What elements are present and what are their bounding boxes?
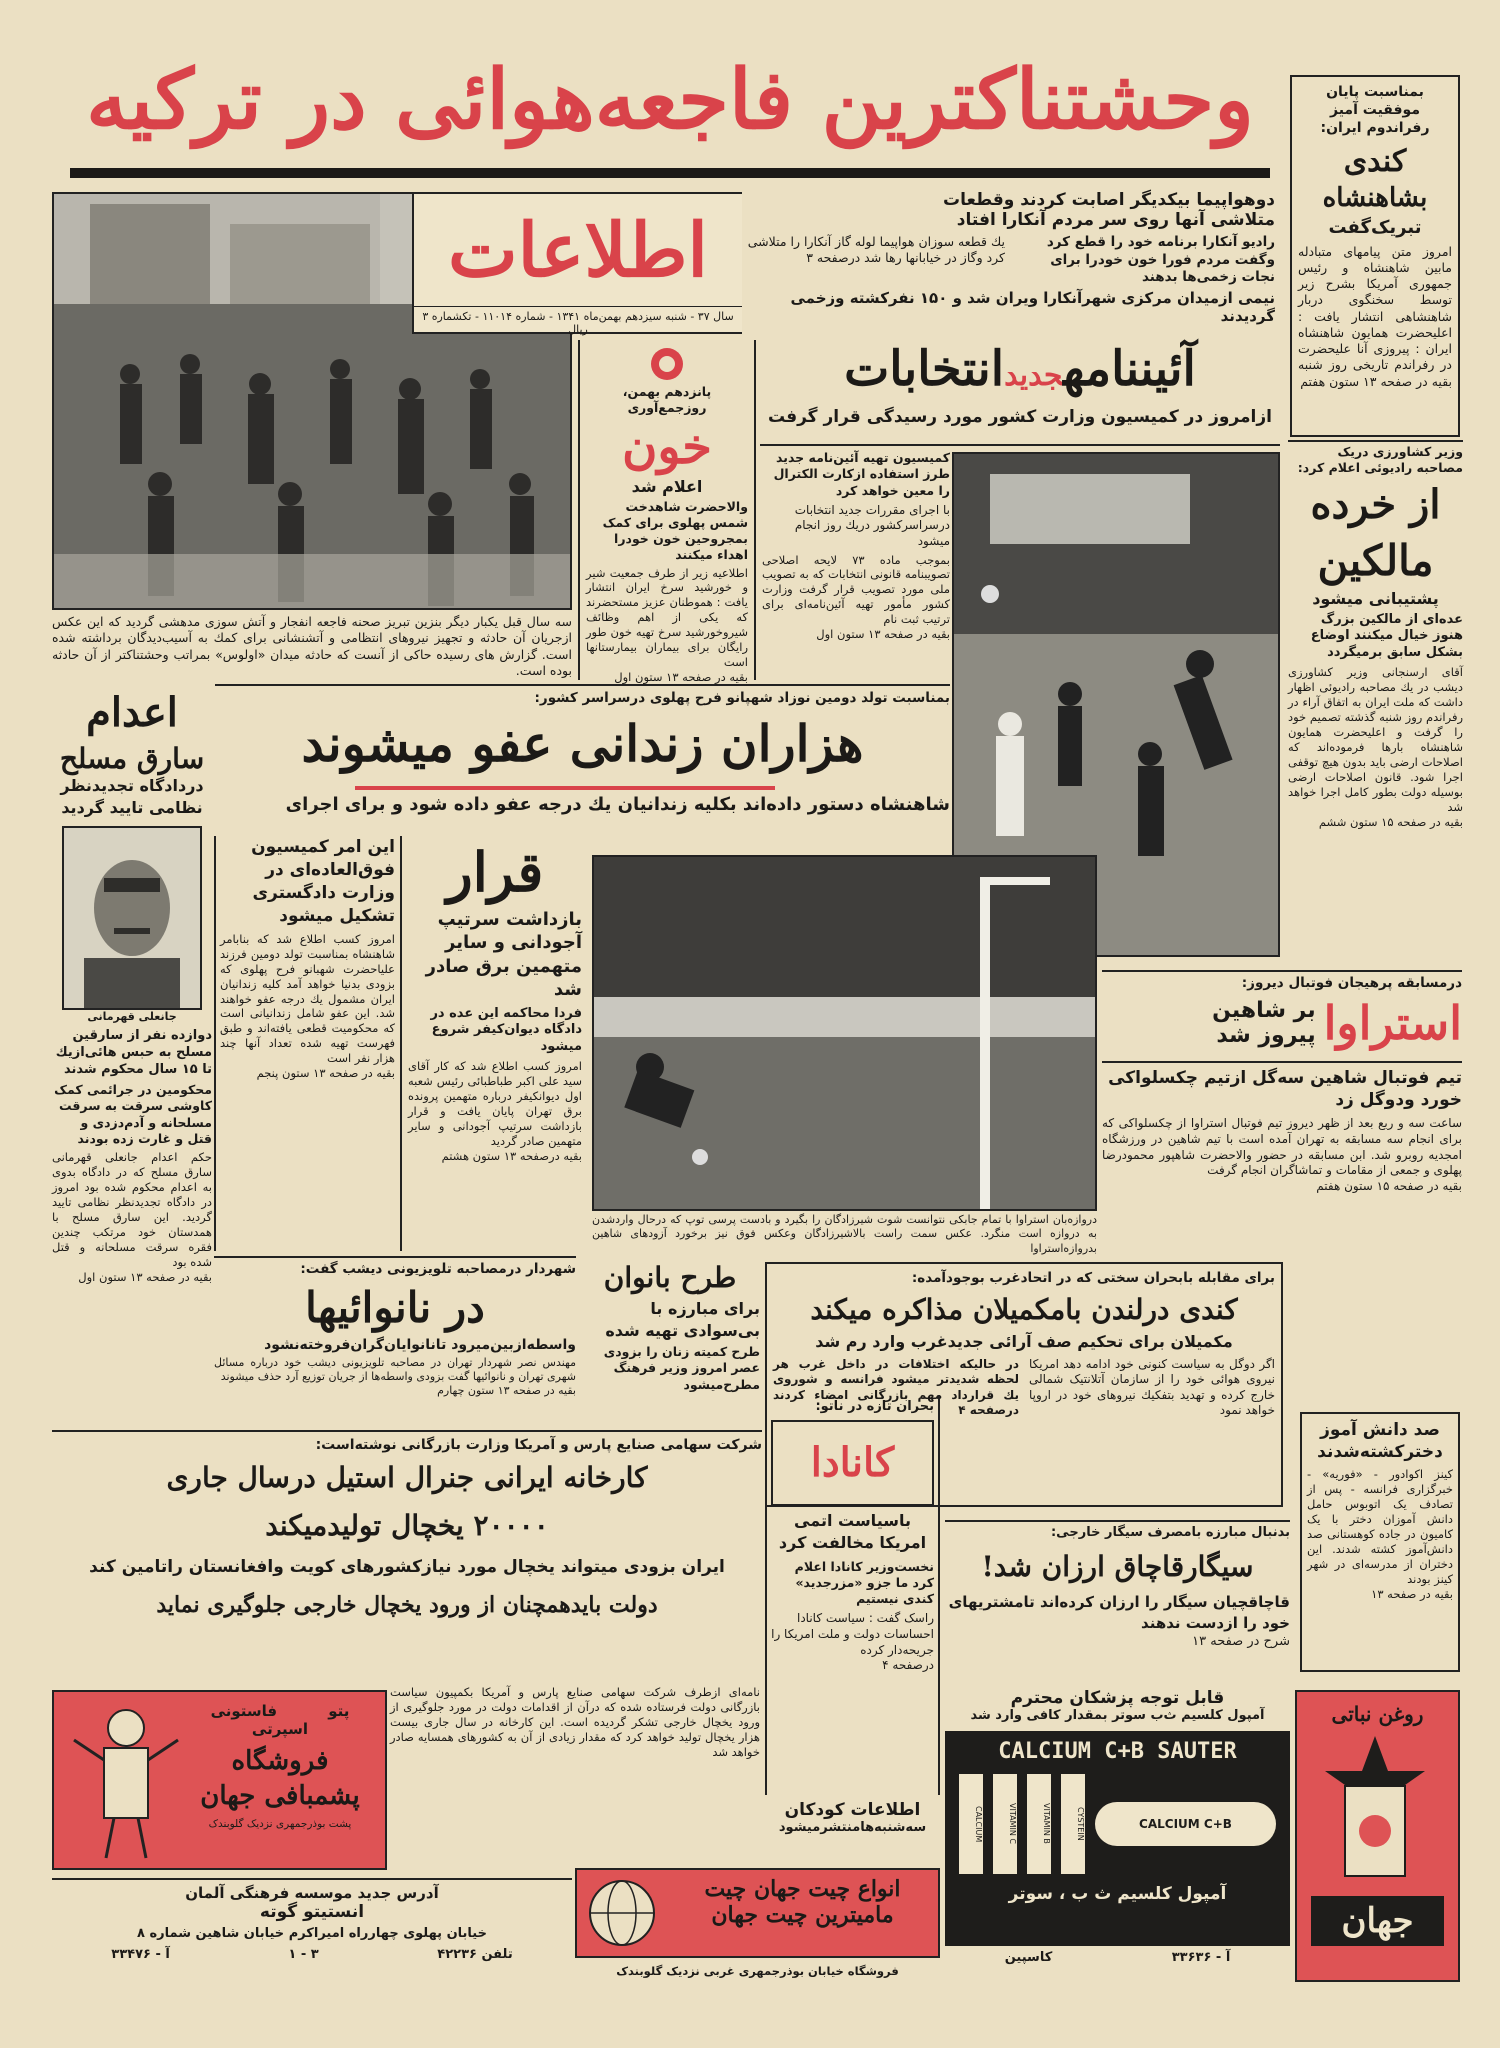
kennedy-title-1: کندی	[1343, 143, 1407, 179]
agriculture-kicker: وزیر کشاورزی دریک مصاحبه رادیوئی اعلام کرد:	[1297, 444, 1463, 476]
ad-wool-name: فروشگاه پشمبافی جهان	[200, 1746, 360, 1812]
canada-title: کانادا	[771, 1420, 934, 1506]
canada-kicker: بحران تازه در ناتو:	[815, 1399, 934, 1414]
ad-goethe-code-2: آ - ۳۳۴۷۶	[111, 1946, 170, 1962]
blood-continued: بقیه در صفحه ۱۳ ستون اول	[614, 670, 748, 685]
agriculture-subtitle: پشتیبانی میشود	[1312, 588, 1439, 608]
general-steel-kicker: شرکت سهامی صنایع پارس و آمریکا وزارت بازرگانی نوشته‌است:	[315, 1437, 762, 1453]
elections-headline	[760, 338, 1280, 407]
crash-body-1: یك قطعه سوزان هواپیما لوله گاز آنکارا را متلاشی کرد وگاز در خیابانها رها شد درصفحه ۳	[747, 234, 1005, 266]
students-body: کینز اکوادور - «فوریه» - خبرگزاری فرانسه - پس از تصادف یک اتوبوس حامل دانش آموزان دختر با یک کامیون در جاده کوهستانی صد دانش‌آموز کشته شدند. این دختران از مدرسه‌ای در شهر کینز بودند	[1307, 1467, 1453, 1586]
ad-calcium-sauter	[945, 1688, 1290, 1988]
ostrava-kicker: درمسابقه پرهیجان فوتبال دیروز:	[1241, 975, 1462, 991]
elections-title-2: جدید	[1004, 358, 1064, 393]
ostrava-body: ساعت سه و ربع بعد از ظهر دیروز تیم فوتبال استراوا از چکسلواکی که برای انجام سه مسابقه به تهران آمده است با تیم شاهین در ورزشگاه امجدیه روبرو شد. ابن مسابقه در حضور والاحضرت شاهپور محمودرضا پهلوی و جمعی از مقامات و تماشاگران انجام گرفت	[1102, 1116, 1462, 1178]
ostrava-title-3: پیروز شد	[1216, 1022, 1316, 1048]
ostrava-title-2: بر شاهین	[1212, 997, 1316, 1023]
ladies-sub: برای مبارزه با بی‌سوادی تهیه شده	[605, 1299, 760, 1340]
execution-title: اعدام	[86, 689, 178, 736]
execution-photo-caption: جانعلی قهرمانی	[87, 1010, 177, 1024]
mayor-story	[214, 1256, 576, 1424]
ad-goethe-title: آدرس جدید موسسه فرهنگی آلمان	[185, 1884, 439, 1902]
km-headline: کندی درلندن بامکمیلان مذاکره میکند	[810, 1292, 1238, 1326]
football-photo-caption: دروازه‌بان استراوا با تمام جابکی نتوانست شوت شیرزادگان را بگیرد و بادست پرسی توپ که درحال واردشدن به دروازه است منگرد. عکس سمت راست بالاشیرزادگان وعکس فوق نیز برخورد آزودهای شاهین بدروازه‌استراوا	[592, 1213, 1097, 1255]
execution-portrait	[62, 826, 202, 1010]
agriculture-story	[1288, 440, 1463, 965]
banner-rule	[70, 168, 1270, 178]
ladies-bullet: طرح کمیته زنان را بزودی عصر امروز وزیر فرهنگ مطرح‌میشود	[603, 1344, 760, 1392]
masthead-issue-line: سال ۳۷ - شنبه سیزدهم بهمن‌ماه ۱۳۴۱ - شماره ۱۱۰۱۴ - تکشماره ۳ ریال	[414, 306, 742, 336]
lion-sun-emblem-icon	[647, 344, 687, 384]
ad-calcium-vial-1: CALCIUM	[959, 1774, 983, 1874]
shepherd-figure-icon	[66, 1700, 186, 1864]
verdict-title: قرار	[446, 840, 544, 904]
kennedy-title-3: تبریک‌گفت	[1328, 216, 1422, 238]
agriculture-continued: بقیه در صفحه ۱۵ ستون ششم	[1318, 814, 1463, 829]
amnesty-continued: بقیه در صفحه ۱۳ ستون پنجم	[256, 1066, 395, 1081]
students-title: صد دانش آموز دخترکشته‌شدند	[1317, 1420, 1443, 1463]
ad-chit-address: فروشگاه خیابان بوذرجمهری غربی نزدیک گلوبندک	[616, 1964, 899, 1978]
ad-calcium-ampoule-label: CALCIUM C+B	[1095, 1802, 1276, 1846]
amnesty-sub-2: این امر کمیسیون فوق‌العاده‌ای در وزارت دادگستری تشکیل میشود	[251, 837, 395, 926]
canada-body: راسک گفت : سیاست کانادا احساسات دولت و ملت امریکا را جریحه‌دار کرده	[771, 1611, 934, 1657]
kennedy-body: امروز متن پیامهای متبادله مابین شاهنشاه و رئیس جمهوری آمریکا بشرح زیر توسط سخنگوی دربار شاهنشاهی انتشار یافت : اعلیحضرت همایون شاهنشاه ایران : پیروزی آنا علیحضرت در رفراندم تاریخی روز شنبه بقیه در صفحه ۱۳ ستون هفتم	[1298, 243, 1452, 389]
ad-wool-brand-3: اسپرتی	[251, 1720, 309, 1738]
execution-body: حکم اعدام جانعلی قهرمانی سارق مسلح که در دادگاه بدوی به اعدام محکوم شده بود امروز در دادگاه تجدیدنظر نظامی تایید گردید. این سارق مسلح با همدستان خود مرتکب چندین فقره سرقت مسلحانه و قتل شده بود	[52, 1150, 212, 1269]
masthead-logo-box	[412, 192, 742, 334]
ad-calcium-kicker: قابل توجه پزشکان محترم	[1010, 1688, 1225, 1708]
ad-calcium-agent: کاسپین	[1004, 1949, 1053, 1965]
execution-continued: بقیه در صفحه ۱۳ ستون اول	[78, 1269, 212, 1284]
kennedy-title-2: بشاهنشاه	[1322, 182, 1428, 213]
ad-oil-title: روغن نباتی	[1331, 1702, 1424, 1726]
ad-wool-address: پشت بوذرجمهری نزدیک گلوبندک	[208, 1818, 352, 1831]
students-story	[1300, 1412, 1460, 1672]
crash-subhead: رادیو آنکارا برنامه خود را قطع کرد وگفت مردم فورا خون خودرا برای نجات زخمی‌ها بدهند	[1046, 234, 1275, 286]
globe-icon	[585, 1876, 659, 1950]
mayor-continued: بقیه در صفحه ۱۳ ستون چهارم	[437, 1384, 576, 1398]
cigarette-story	[945, 1520, 1290, 1685]
kennedy-congrats-box	[1290, 75, 1460, 437]
cigarette-kicker: بدنبال مبارزه بامصرف سیگار خارجی:	[1050, 1525, 1290, 1540]
ad-goethe-institute	[52, 1878, 572, 1988]
agriculture-body: آقای ارسنجانی وزیر کشاورزی دیشب در یك مصاحبه رادیوئی اظهار داشت که ملت ایران به اتفاق آراء در رفراندم روز شنبه گذشته تصمیم خود را گرفت و اعلیحضرت همایون شاهنشاه بارها فرموده‌اند که اصلاحات ارضی باید بدون هیچ توقفی اجرا شود. قانون اصلاحات ارضی بوسیله دولت بطور کامل اجرا خواهد شد	[1288, 665, 1463, 814]
convict-portrait-image	[64, 828, 200, 1008]
ad-goethe-name: انستیتو گوته	[259, 1902, 365, 1922]
blood-title: خون	[622, 418, 712, 475]
ad-oil-brand: جهان	[1311, 1896, 1444, 1946]
agriculture-title-1: از خرده	[1310, 480, 1441, 528]
blood-lead: والاحضرت شاهدخت شمس پهلوی برای کمک بمجروحین خون خودرا اهداء میکنند	[602, 498, 748, 563]
mayor-title: در نانوائیها	[305, 1282, 485, 1332]
ad-chit-jahan	[575, 1868, 940, 1988]
mayor-kicker: شهردار درمصاحبه تلویزیونی دیشب گفت:	[300, 1261, 576, 1277]
mayor-subhead: واسطه‌ازبین‌میرود تانانوایان‌گران‌فروخته‌نشود	[264, 1336, 576, 1353]
ladies-title: طرح بانوان	[603, 1261, 737, 1294]
amnesty-red-rule	[355, 786, 775, 790]
amnesty-subhead: شاهنشاه دستور داده‌اند بکلیه زندانیان یك درجه عفو داده شود و برای اجرای	[285, 793, 950, 815]
verdict-continued: بقیه درصفحه ۱۳ ستون هشتم	[441, 1148, 582, 1163]
canada-bullet: نخست‌وزیر کانادا اعلام کرد ما جزو «مزرجدید» کندی نیستیم	[794, 1558, 934, 1607]
ad-jahan-wool-store	[52, 1690, 387, 1870]
amnesty-body: امروز کسب اطلاع شد که بنابامر شاهنشاه بمناسبت تولد دومین فرزند علیاحضرت شهبانو فرح پهلوی که بزودی بدنیا خواهد آمد کلیه زندانیان ایران مشمول یك درجه عفو خواهند شد. این عفو شامل زندانیانی است که محکومیت قطعی یافته‌اند و طبق فهرست تهیه شده تعداد آنها چند هزار نفر است	[220, 931, 395, 1066]
oil-can-icon	[1293, 1726, 1458, 1896]
amnesty-body-col	[214, 836, 399, 1251]
ad-goethe-phone: تلفن ۴۲۲۳۶	[437, 1946, 513, 1962]
general-steel-headline-1: کارخانه ایرانی جنرال استیل درسال جاری	[166, 1461, 648, 1495]
verdict-lead: بازداشت سرتیپ آجودانی و سایر متهمین برق صادر شد	[425, 909, 582, 1001]
agriculture-bullet: عده‌ای از مالکین بزرگ هنوز خیال میکنند اوضاع بشکل سابق برمیگردد	[1310, 611, 1463, 661]
ad-goethe-code-1: ۳ - ۱	[288, 1946, 319, 1962]
kids-sub: سه‌شنبه‌هامنتشرمیشود	[778, 1820, 927, 1835]
canada-story	[765, 1395, 940, 1795]
ad-calcium-fa: آمپول کلسیم ث‌ ب ، سوتر	[1008, 1883, 1227, 1904]
general-steel-headline-3: ایران بزودی میتواند یخچال مورد نیازکشورهای کویت وافغانستان راتامین کند	[89, 1557, 725, 1578]
blood-drive-box	[578, 340, 756, 685]
blood-kicker: پانزدهم بهمن، روزجمع‌آوری	[622, 384, 712, 416]
stadium-goal-image	[592, 857, 1095, 1211]
ladies-story	[580, 1258, 760, 1423]
km-body-2: اگر دوگل به سیاست کنونی خود ادامه دهد امریکا نیروی هوائی خود را از سازمان آتلانتیک شمالی خارج کرده و تهدید بتفکیك نیروهای خود در اروپا خواهد نمود	[1029, 1356, 1275, 1418]
ad-calcium-vial-2: VITAMIN C	[993, 1774, 1017, 1874]
ad-calcium-vial-3: VITAMIN B	[1027, 1774, 1051, 1874]
mayor-body: مهندس نصر شهردار تهران در مصاحبه تلویزیونی دیشب خود درباره مسائل شهری تهران و نانوائیها گفت بزودی واسطه‌ها از جریان توزیع آرد حذف میشوند	[214, 1355, 576, 1383]
general-steel-body-text: نامه‌ای ازطرف شرکت سهامی صنایع پارس و آمریکا بکمپیون سیاست بازرگانی دولت فرستاده شده که درآن از اقدامات دولت در مورد جلوگیری از ورود یخچال خارجی تشکر گردیده است. این کارخانه در سال جاری بیست هزار یخچال تولید خواهد کرد که مقدار زیادی از آن به کشورهای همسایه صادر خواهد شد	[390, 1685, 760, 1759]
elections-body: بموجب ماده ۷۳ لایحه اصلاحی تصویبنامه قانونی انتخابات که به تصویب ملی مورد تصویب قرار گرفت وزارت کشور مأمور تهیه آئین‌نامه‌ای برای ترتیب ثبت نام	[762, 552, 950, 627]
ad-calcium-code: آ - ۳۳۶۳۶	[1171, 1949, 1231, 1965]
ad-wool-brand-1: پتو	[328, 1702, 350, 1720]
elections-subhead: ازامروز در کمیسیون وزارت کشور مورد رسیدگی قرار گرفت	[767, 407, 1272, 427]
cigarette-headline: سیگارقاچاق ارزان شد!	[981, 1549, 1254, 1583]
execution-subtitle: سارق مسلح	[59, 742, 205, 775]
elections-bullet-1: کمیسیون تهیه آئین‌نامه جدید طرز استفاده ازکارت الکترال را معین خواهد کرد	[773, 450, 950, 498]
ad-calcium-sub: آمپول کلسیم ث‌ب سوتر بمقدار کافی وارد شد	[970, 1708, 1265, 1723]
elections-title-1: آئیننامه	[1063, 341, 1196, 397]
crash-body-2: نیمی ازمیدان مرکزی شهرآنکارا ویران شد و ۱۵۰ نفرکشته وزخمی گردیدند	[790, 288, 1275, 325]
elections-title-3: انتخابات	[844, 341, 1005, 397]
km-body-1: در حالیکه اختلافات در داخل غرب هر لحظه شدیدتر میشود فرانسه و شوروی یك قرارداد مهم بازرگانی امضاء کردند درصفحه ۴	[773, 1356, 1019, 1418]
km-subhead: مکمیلان برای تحکیم صف آرائی جدیدغرب وارد رم شد	[815, 1331, 1233, 1351]
general-steel-body	[390, 1685, 760, 1865]
execution-bullet-1: دوازده نفر از سارقین مسلح به حبس هائی‌ازیك تا ۱۵ سال محکوم شدند	[55, 1028, 212, 1078]
blood-subtitle: اعلام شد	[631, 476, 703, 496]
crash-story	[745, 190, 1275, 335]
crash-headline-1: دوهواپیما بیکدیگر اصابت کردند وقطعات	[943, 190, 1275, 210]
ostrava-title-1: استراوا	[1323, 995, 1462, 1050]
ad-chit-line-1: انواع چیت جهان چیت	[704, 1876, 901, 1902]
students-continued: بقیه در صفحه ۱۳	[1371, 1586, 1453, 1601]
banner-headline: وحشتناکترین فاجعه‌هوائی در ترکیه	[86, 52, 1254, 148]
ad-chit-line-2: مامیترین چیت جهان	[711, 1902, 894, 1928]
elections-continued: بقیه در صفحه ۱۳ ستون اول	[816, 627, 950, 642]
ostrava-subhead: تیم فوتبال شاهین سه‌گل ازتیم چکسلواکی خورد ودوگل زد	[1102, 1061, 1462, 1113]
ad-wool-brand-2: فاستونی	[210, 1702, 278, 1720]
kids-title: اطلاعات کودکان	[784, 1800, 921, 1820]
crash-photo-caption: سه سال قبل یکبار دیگر بنزین تبریز صحنه فاجعه انفجار و آتش سوزی مدهشی گردید که این عکس ازجریان آن حادثه و تجهیز نیروهای انتظامی و آتشنشانی برای کمك به آسیب‌دیدگان برداشته شده است. گزارش های رسیده حاکی از آنست که حادثه میدان «اولوس» بمراتب وحشتناکتر از آن حادثه بوده است.	[52, 614, 572, 678]
ad-jahan-oil	[1295, 1690, 1460, 1982]
ostrava-continued: بقیه در صفحه ۱۵ ستون هفتم	[1316, 1178, 1462, 1193]
kennedy-kicker: بمناسبت پایان موفقیت آمیز رفراندوم ایران:	[1320, 84, 1430, 137]
general-steel-headline-4: دولت بایدهمچنان از ورود یخچال خارجی جلوگیری نماید	[156, 1592, 658, 1619]
km-kicker: برای مقابله بابحران سختی که در اتحادغرب بوجودآمده:	[911, 1270, 1275, 1286]
general-steel-story	[52, 1430, 762, 1680]
masthead-logo: اطلاعات	[448, 208, 708, 294]
canada-continued: درصفحه ۴	[882, 1658, 934, 1673]
kids-box	[765, 1800, 940, 1862]
execution-lead: دردادگاه تجدیدنظر نظامی تایید گردید	[60, 776, 204, 817]
ad-calcium-brand: CALCIUM C+B SAUTER	[998, 1738, 1237, 1764]
amnesty-headline: هزاران زندانی عفو میشوند	[301, 713, 864, 773]
execution-story	[52, 684, 212, 1384]
elections-body-col	[762, 450, 950, 680]
amnesty-story	[215, 684, 950, 834]
elections-bullet-2: با اجرای مقررات جدید انتخابات درسراسرکشور دریك روز انجام میشود	[794, 502, 950, 548]
cigarette-sub: قاچاقچیان سیگار را ارزان کرده‌اند تامشتریهای خود را ازدست ندهند	[948, 1592, 1290, 1632]
elections-story	[760, 338, 1280, 446]
execution-bullet-2: محکومین در جرائمی کمک کاوشی سرقت‌ به سرقت مسلحانه و آدم‌دزدی و قتل و غارت زده بودند	[54, 1082, 212, 1146]
agriculture-title-2: مالکین	[1317, 535, 1434, 585]
verdict-body: امروز کسب اطلاع شد که کار آقای سید علی اکبر طباطبائی رئیس شعبه اول دیوانکیفر درباره متهمین پرونده برق تهران پایان یافت و قرار بازداشت سرتیپ آجودانی و سایر متهمین صادر گردید	[408, 1059, 582, 1148]
cigarette-continued: شرح در صفحه ۱۳	[1192, 1633, 1290, 1649]
verdict-story	[400, 836, 588, 1251]
verdict-sub: فردا محاکمه این عده در دادگاه دیوان‌کیفر شروع میشود	[430, 1005, 582, 1055]
canada-sub: باسیاست اتمی امریکا مخالفت کرد	[778, 1510, 927, 1553]
general-steel-headline-2: ۲۰۰۰۰ یخچال تولیدمیکند	[265, 1509, 549, 1543]
blood-body: اطلاعیه زیر از طرف جمعیت شیر و خورشید سرخ ایران انتشار یافت : هموطنان عزیز مستحضرند که یکی از اهم وظائف شیروخورشید سرخ تهیه خون طور رایگان برای بیماران بیمارستانها است	[586, 565, 748, 670]
ad-goethe-address: خیابان پهلوی چهارراه امیراکرم خیابان شاهین شماره ۸	[137, 1926, 487, 1941]
football-photo-save	[592, 855, 1097, 1211]
crash-headline-2: متلاشی آنها روی سر مردم آنکارا افتاد	[956, 210, 1275, 230]
amnesty-kicker: بمناسبت تولد دومین نوزاد شهپانو فرح پهلوی درسراسر کشور:	[534, 690, 950, 706]
ad-calcium-vial-4: CYSTEIN	[1061, 1774, 1085, 1874]
